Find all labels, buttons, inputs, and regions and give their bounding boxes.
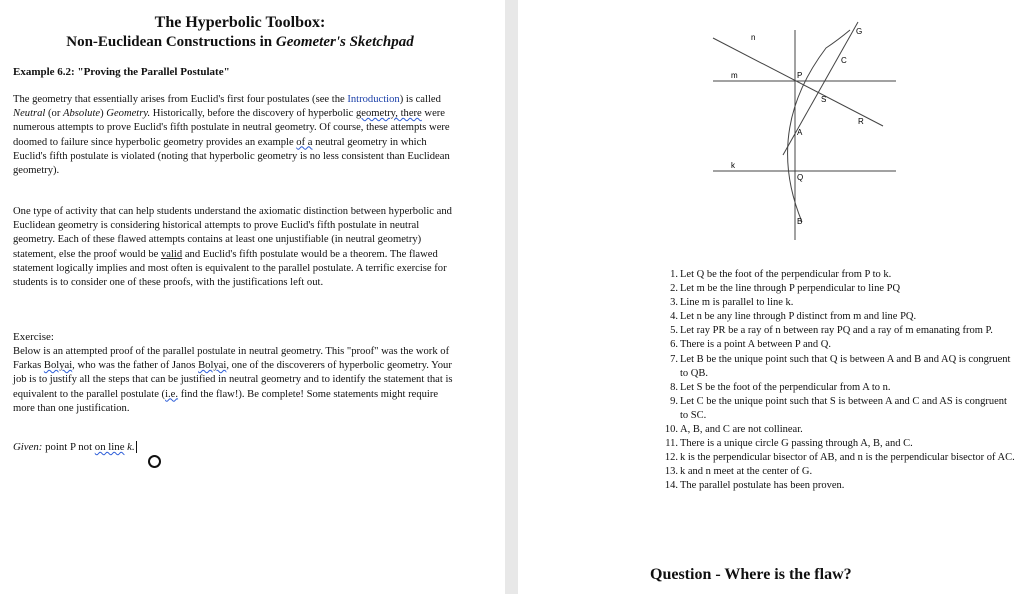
line-ac (783, 22, 858, 155)
given-statement[interactable]: Given: point P not on line k. (13, 441, 135, 453)
page-title: The Hyperbolic Toolbox: (154, 14, 326, 31)
proof-step-text: The parallel postulate has been proven. (680, 480, 845, 492)
construction-diagram (698, 0, 1018, 260)
proof-step (666, 437, 1016, 451)
proof-step-text: Let ray PR be a ray of n between ray PQ and a ray of m emanating from P. (680, 325, 993, 337)
proof-step-number: 1. (670, 269, 678, 280)
proof-step-number: 4. (670, 311, 678, 323)
proof-step (666, 465, 1016, 479)
label-r: R (858, 117, 864, 126)
proof-step-text: Line m is parallel to line k. (680, 297, 794, 309)
example-heading: Example 6.2: "Proving the Parallel Postulate" (13, 66, 230, 78)
exercise-label: Exercise: (13, 331, 54, 343)
proof-step-text: Let Q be the foot of the perpendicular from P to k. (680, 269, 892, 280)
proof-step-text: k is the perpendicular bisector of AB, and n is the perpendicular bisector of AC. (680, 452, 1015, 464)
proof-step-text: Let C be the unique point such that S is between A and C and AS is congruent to SC. (680, 395, 1007, 421)
label-c: C (841, 56, 847, 65)
proof-step-number: 12. (664, 452, 678, 464)
label-p: P (797, 71, 803, 80)
proof-step-text: A, B, and C are not collinear. (680, 424, 803, 436)
proof-step-number: 5. (670, 325, 678, 337)
proof-step (666, 395, 1016, 423)
proof-step (666, 282, 1016, 296)
left-page (0, 0, 505, 594)
proof-step-number: 9. (670, 395, 678, 407)
activity-paragraph: One type of activity that can help students understand the axiomatic distinction between hyperbolic and Euclidean geometry is considering historical attempts to prove Euclid's fifth postulate in neutral geometry. Each of these flawed attempts contains at least one unjustifiable (in neutral geometry) statement, else the proof would be valid and Euclid's fifth postulate would be a theorem. The flawed statement logically implies and most often is equivalent to the parallel postulate. A terrific exercise for students is to consider one of these proofs, with the justifications left out. (13, 206, 452, 289)
proof-step-number: 13. (664, 466, 678, 478)
proof-step-number: 7. (670, 353, 678, 365)
label-n: n (751, 33, 756, 42)
proof-step-text: k and n meet at the center of G. (680, 466, 813, 478)
label-q: Q (797, 173, 804, 182)
exercise-paragraph: Below is an attempted proof of the parallel postulate in neutral geometry. This "proof" was the work of Farkas Bolyai, who was the father of Janos Bolyai, one of the discoverers of hyperbolic geometry. Your job is to justify all the steps that can be justified in neutral geometry and to identify the statement that is equivalent to the parallel postulate (i.e. find the flaw!). Be complete! Some statements might require more than one justification. (13, 346, 453, 414)
proof-step-number: 14. (664, 480, 678, 492)
proof-step (666, 381, 1016, 395)
proof-step-number: 6. (670, 339, 678, 351)
proof-step-text: Let m be the line through P perpendicular to line PQ (680, 283, 901, 295)
proof-step (666, 338, 1016, 352)
proof-step-text: Let n be any line through P distinct from m and line PQ. (680, 311, 917, 323)
proof-step (666, 324, 1016, 338)
proof-step (666, 296, 1016, 310)
introduction-link[interactable]: Introduction (347, 94, 400, 105)
proof-step (666, 479, 1016, 493)
label-m: m (731, 71, 738, 80)
proof-step-number: 3. (670, 297, 678, 309)
label-b: B (797, 217, 803, 226)
proof-step-text: Let B be the unique point such that Q is between A and B and AQ is congruent to QB. (680, 353, 1011, 379)
label-g: G (856, 27, 863, 36)
proof-steps-list (666, 268, 1016, 494)
proof-step-text: There is a point A between P and Q. (680, 339, 831, 351)
proof-step (666, 423, 1016, 437)
line-n (713, 38, 883, 126)
question-heading: Question - Where is the flaw? (650, 566, 852, 583)
proof-step (666, 310, 1016, 324)
proof-step-text: Let S be the foot of the perpendicular from A to n. (680, 381, 891, 393)
proof-step-number: 10. (664, 424, 678, 436)
proof-step-text: There is a unique circle G passing through A, B, and C. (680, 438, 913, 450)
proof-step-number: 11. (665, 438, 678, 450)
proof-step-number: 8. (670, 381, 678, 393)
page-divider (505, 0, 518, 594)
proof-step-number: 2. (670, 283, 678, 295)
label-k: k (731, 161, 735, 170)
page-subtitle: Non-Euclidean Constructions in Geometer's Sketchpad (66, 34, 414, 50)
intro-paragraph: The geometry that essentially arises from Euclid's first four postulates (see the Introduction) is called Neutral (or Absolute) Geometry. Historically, before the discovery of hyperbolic geometry, there were numerous attempts to prove Euclid's fifth postulate in neutral geometry. Of course, these attempts were doomed to failure since hyperbolic geometry provides an example of a neutral geometry in which Euclid's fifth postulate is violated (noting that hyperbolic geometry is no less consistent than Euclidean geometry). (13, 94, 450, 177)
proof-step (666, 451, 1016, 465)
proof-step (666, 268, 1016, 282)
label-s: S (821, 95, 827, 104)
cursor-ring-icon (148, 455, 161, 468)
label-a: A (797, 128, 803, 137)
proof-step (666, 353, 1016, 381)
